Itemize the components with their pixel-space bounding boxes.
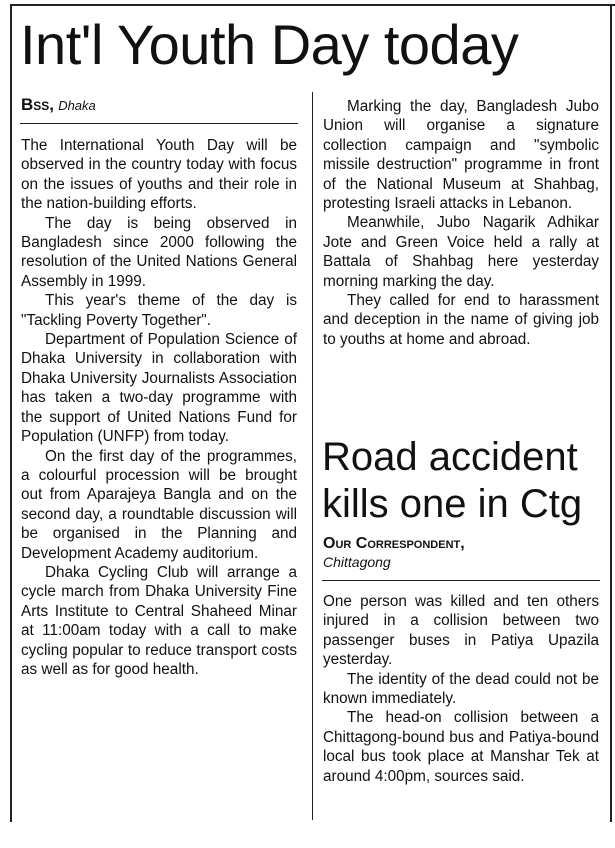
- article-paragraph: Marking the day, Bangladesh Jubo Union will organise a signature collection campaign and "symbolic missile destruction" programme in front of the National Museum at Shahbag, protesting Israeli attacks in Lebanon.: [323, 98, 599, 213]
- article-paragraph: Dhaka Cycling Club will arrange a cycle march from Dhaka University Fine Arts Institute to Central Shaheed Minar at 11:00am today with a call to make cycling popular to reduce transport costs as well as for good health.: [21, 563, 297, 678]
- second-byline-rule: [322, 580, 600, 581]
- article-paragraph: Department of Population Science of Dhaka University in collaboration with Dhaka University Journalists Association has taken a two-day programme with the support of United Nations Fund for Population (UNFP) from today.: [21, 331, 297, 446]
- article-paragraph: On the first day of the programmes, a colourful procession will be brought out from Aparajeya Bangla and on the second day, a roundtable discussion will be organised in the Planning and Development Academy auditorium.: [21, 447, 297, 562]
- article-headline: Int'l Youth Day today: [20, 13, 519, 76]
- article-byline: [21, 96, 96, 115]
- page-top-border: [10, 4, 615, 6]
- page-right-border: [610, 4, 612, 822]
- byline-correspondent: Our Correspondent,: [323, 535, 465, 552]
- second-article-byline: [323, 535, 465, 571]
- article-paragraph: This year's theme of the day is "Tackling Poverty Together".: [21, 292, 297, 329]
- second-article-headline: Road accident kills one in Ctg: [322, 435, 583, 526]
- column-divider: [312, 92, 313, 820]
- page-left-border: [10, 4, 12, 822]
- byline-rule: [20, 123, 298, 124]
- byline-location: Dhaka: [58, 98, 96, 113]
- article-paragraph: The day is being observed in Bangladesh since 2000 following the resolution of the United Nations General Assembly in 1999.: [21, 214, 297, 290]
- article-paragraph: The head-on collision between a Chittagong-bound bus and Patiya-bound local bus took place at Manshar Tek at around 4:00pm, sources said.: [323, 709, 599, 785]
- article-column-right: [323, 97, 599, 349]
- article-column-left: [21, 136, 297, 679]
- article-paragraph: Meanwhile, Jubo Nagarik Adhikar Jote and Green Voice held a rally at Battala of Shahbag here yesterday morning marking the day.: [323, 214, 599, 290]
- article-paragraph: The identity of the dead could not be known immediately.: [323, 670, 599, 708]
- byline-location: Chittagong: [323, 554, 391, 570]
- article-paragraph: They called for end to harassment and deception in the name of giving job to youths at home and abroad.: [323, 292, 599, 348]
- article-paragraph: One person was killed and ten others injured in a collision between two passenger buses in Patiya Upazila yesterday.: [323, 593, 599, 669]
- second-article-body: [323, 592, 599, 786]
- article-paragraph: The International Youth Day will be observed in the country today with focus on the issues of youths and their role in the nation-building efforts.: [21, 137, 297, 213]
- byline-agency: Bss,: [21, 95, 55, 114]
